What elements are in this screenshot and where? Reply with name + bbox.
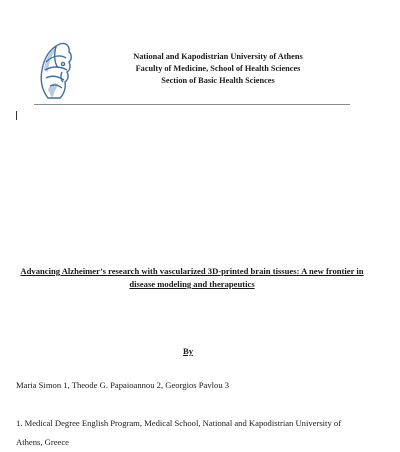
- affiliation-1: 1. Medical Degree English Program, Medical School, National and Kapodistrian University of Athens, Greece: [16, 418, 342, 447]
- section-name: Section of Basic Health Sciences: [161, 76, 275, 85]
- university-name: National and Kapodistrian University of Athens: [133, 52, 303, 61]
- by-label: By: [182, 346, 194, 356]
- athena-head-seal-icon: [36, 40, 76, 102]
- letterhead: [88, 51, 348, 87]
- text-cursor[interactable]: [16, 111, 17, 120]
- faculty-name: Faculty of Medicine, School of Health Sciences: [135, 64, 301, 73]
- author-list: Maria Simon 1, Theode G. Papaioannou 2, Georgios Pavlou 3: [16, 380, 230, 390]
- header-divider: [34, 104, 350, 105]
- paper-title: Advancing Alzheimer’s research with vascularized 3D-printed brain tissues: A new frontier in disease modeling and therapeutics: [20, 266, 364, 289]
